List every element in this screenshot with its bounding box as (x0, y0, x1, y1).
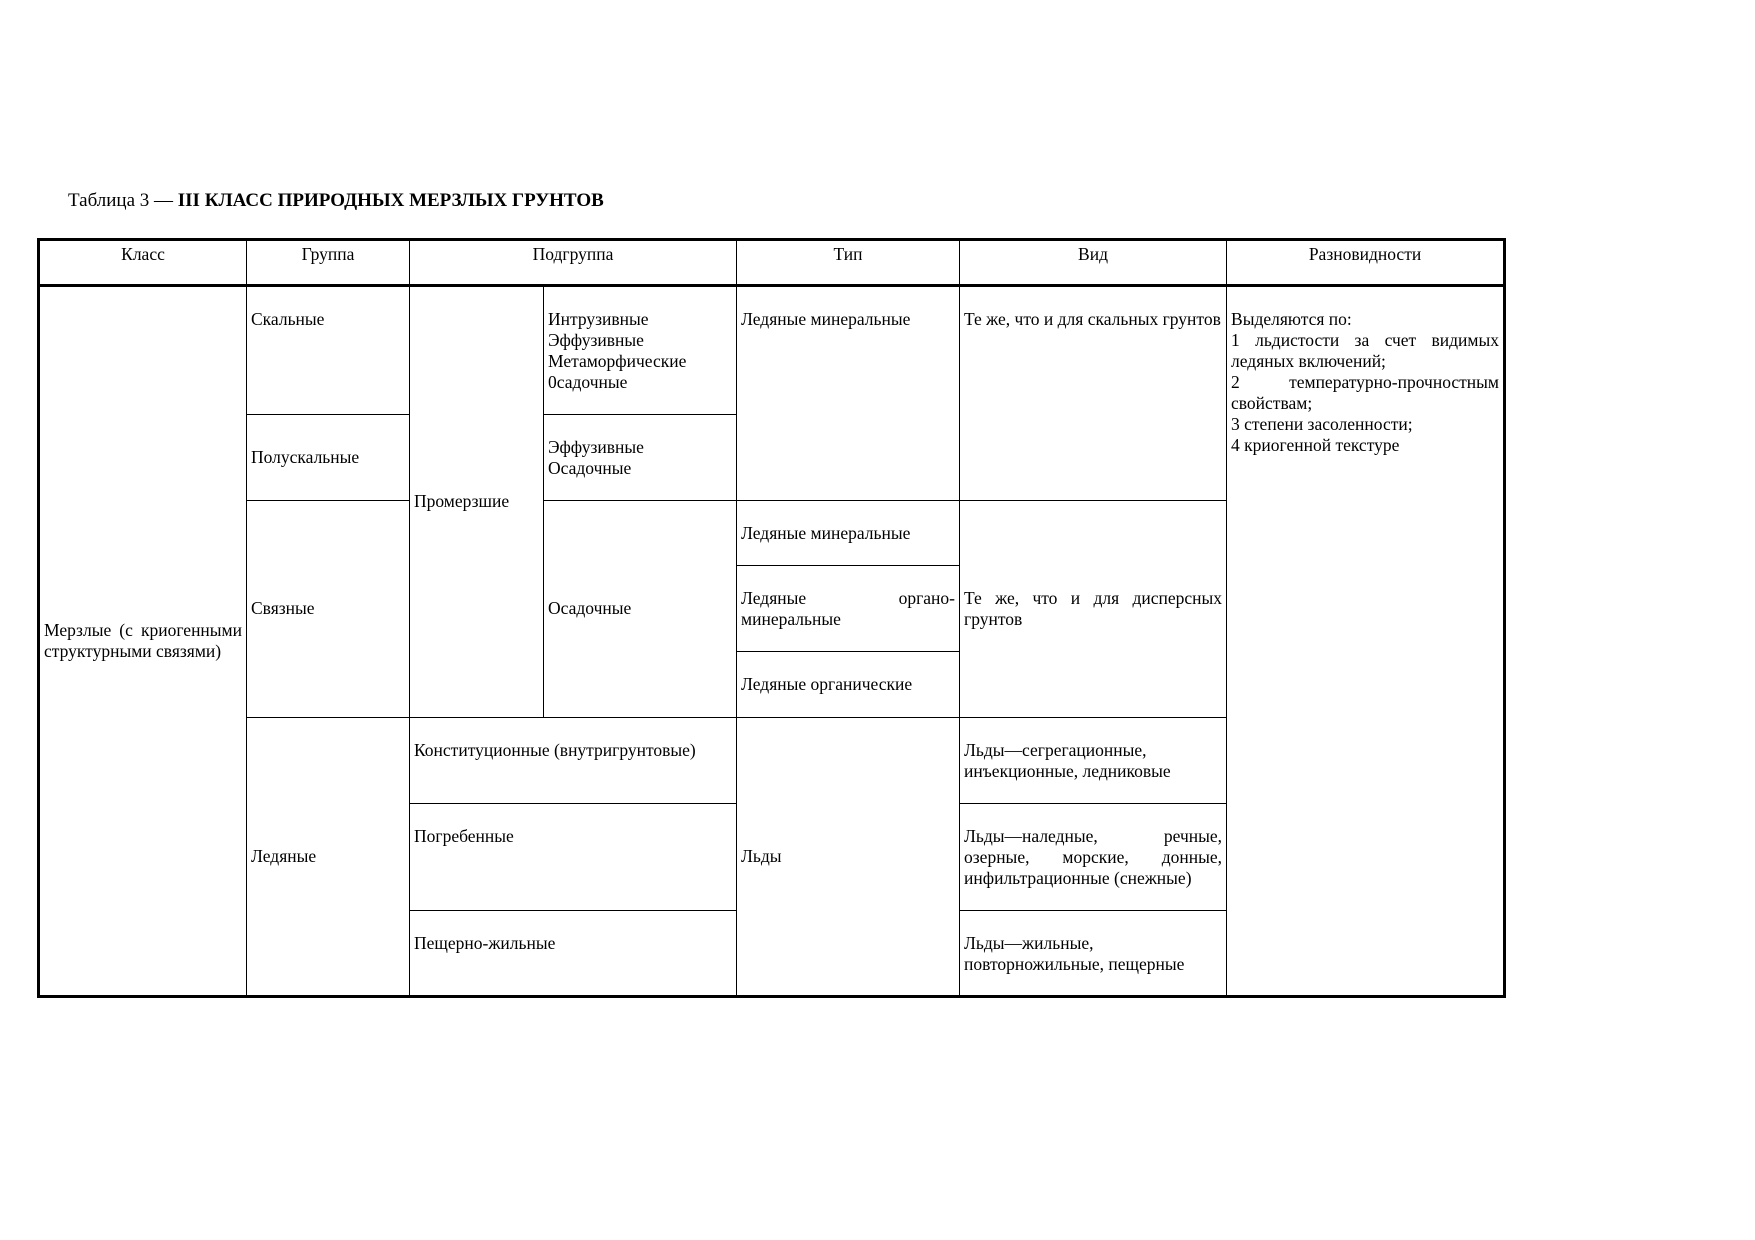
header-raznovidnosti: Разновидности (1227, 240, 1505, 286)
subtype-item: Эффузивные (548, 330, 644, 350)
subgroup-peshcherno-zhilnye: Пещерно-жильные (410, 910, 737, 996)
header-tip: Тип (737, 240, 960, 286)
vid-pogrebennye: Льды—наледные, речные, озерные, морские, донные, инфильтрационные (снежные) (960, 803, 1227, 910)
header-gruppa: Группа (247, 240, 410, 286)
raznovidnosti-item: 2 температурно-прочностным свойствам; (1231, 372, 1500, 413)
group-skalnye: Скальные (247, 286, 410, 415)
skalnye-subtypes (544, 286, 737, 415)
type-organo-mineral: Ледяные органо-минеральные (737, 566, 960, 652)
type-mineral-1: Ледяные минеральные (737, 286, 960, 501)
raznovidnosti-item: 3 степени засоленности; (1231, 414, 1413, 434)
vid-konstitucionnye: Льды—сегрегационные, инъекционные, ледниковые (960, 717, 1227, 803)
header-podgruppa: Подгруппа (410, 240, 737, 286)
subgroup-konstitucionnye: Конституционные (внутригрунтовые) (410, 717, 737, 803)
subtype-item: Эффузивные (548, 436, 644, 457)
vid-peshcherno-zhilnye: Льды—жильные, повторножильные, пещерные (960, 910, 1227, 996)
subgroup-pogrebennye: Погребенные (410, 803, 737, 910)
raznovidnosti-cell (1227, 286, 1505, 997)
type-organic: Ледяные органические (737, 652, 960, 717)
subtype-item: Осадочные (548, 457, 632, 478)
subtype-item: Интрузивные (548, 309, 649, 329)
poluskalnye-subtypes (544, 415, 737, 501)
subgroup-promerzshie: Промерзшие (410, 286, 544, 718)
type-mineral-2: Ледяные минеральные (737, 501, 960, 566)
subtype-item: 0садочные (548, 372, 628, 392)
caption-title: III КЛАСС ПРИРОДНЫХ МЕРЗЛЫХ ГРУНТОВ (177, 190, 604, 211)
group-ledyanye: Ледяные (247, 717, 410, 996)
caption-prefix: Таблица 3 — (68, 190, 178, 211)
group-poluskalnye: Полускальные (247, 415, 410, 501)
raznovidnosti-item: 1 льдистости за счет видимых ледяных включений; (1231, 330, 1500, 371)
raznovidnosti-item: 4 криогенной текстуре (1231, 435, 1400, 455)
table-caption (68, 190, 604, 212)
header-row (39, 240, 1505, 286)
class-cell: Мерзлые (с криогенными структурными связями) (39, 286, 247, 997)
subgroup-osadochnye: Осадочные (544, 501, 737, 717)
raznovidnosti-intro: Выделяются по: (1231, 309, 1352, 329)
frozen-soils-table (37, 238, 1506, 998)
subtype-item: Метаморфические (548, 351, 687, 371)
table-row (39, 286, 1505, 415)
header-vid: Вид (960, 240, 1227, 286)
group-svyaznye: Связные (247, 501, 410, 717)
vid-skalnye: Те же, что и для скальных грунтов (960, 286, 1227, 501)
vid-dispersnye: Те же, что и для дисперсных грунтов (960, 501, 1227, 717)
type-ldy: Льды (737, 717, 960, 996)
header-klass: Класс (39, 240, 247, 286)
